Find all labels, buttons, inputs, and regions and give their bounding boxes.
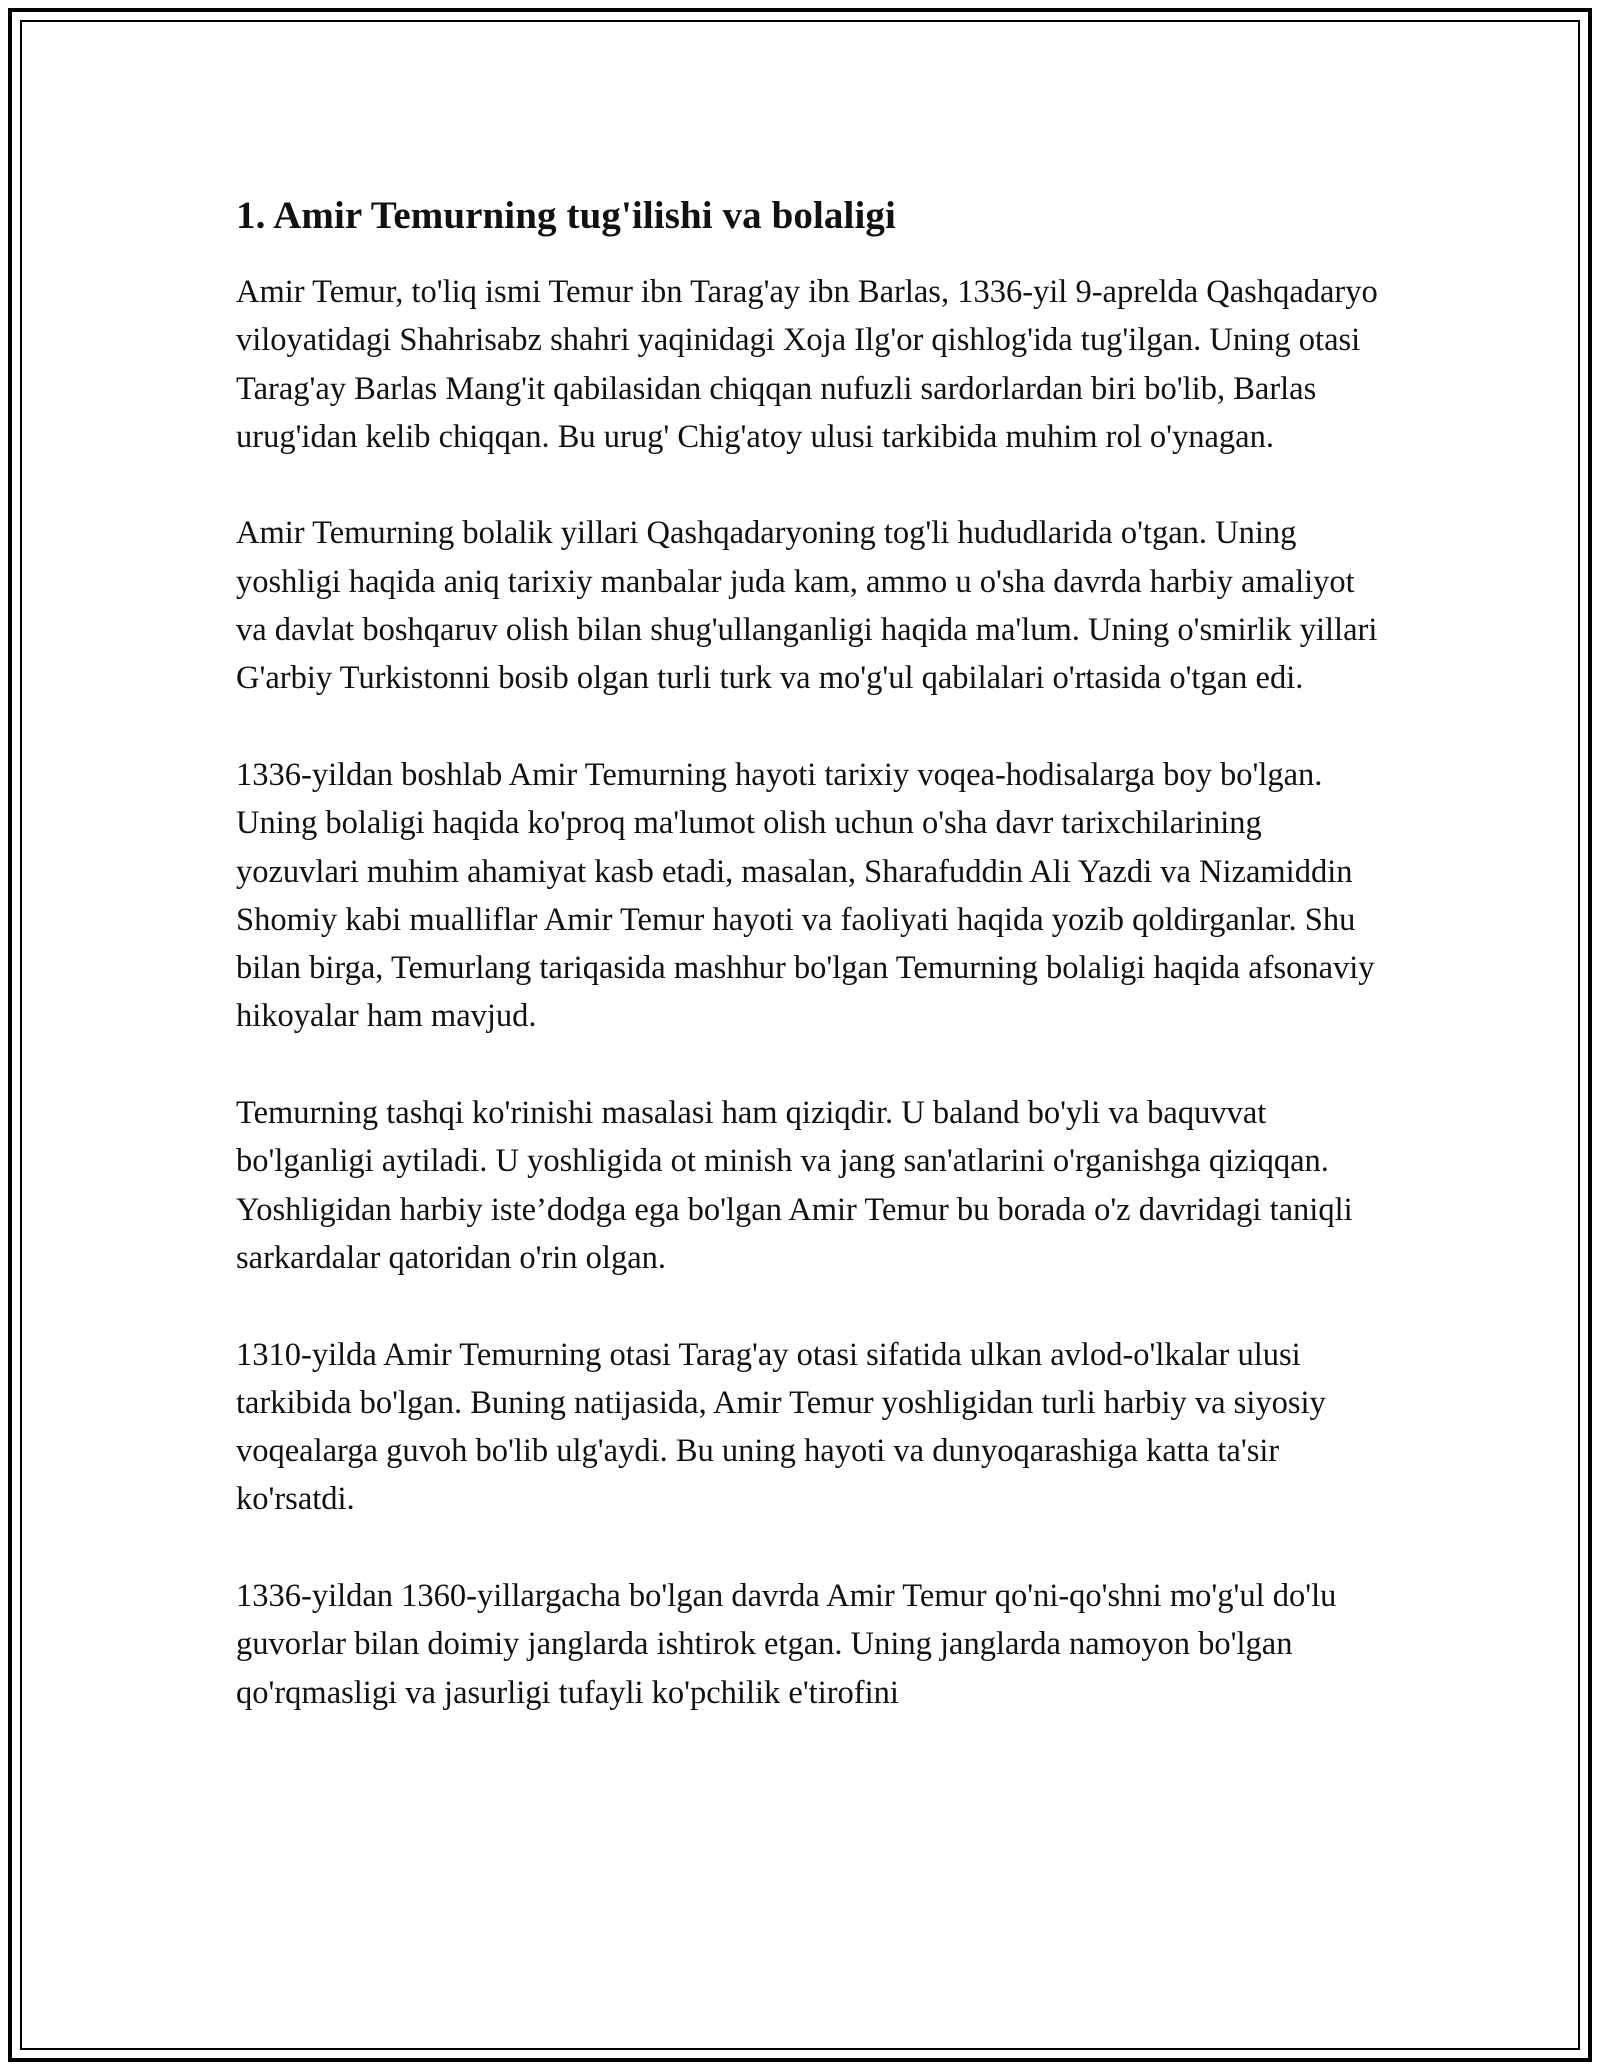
paragraph-5: 1310-yilda Amir Temurning otasi Tarag'ay otasi sifatida ulkan avlod-o'lkalar ulusi tarkibida bo'lgan. Buning natijasida, Amir Temur yoshligidan turli harbiy va siyosiy voqealarga guvoh bo'lib ulg'aydi. Bu uning hayoti va dunyoqarashiga katta ta'sir ko'rsatdi. — [236, 1336, 1326, 1518]
paragraph-3: 1336-yildan boshlab Amir Temurning hayoti tarixiy voqea-hodisalarga boy bo'lgan. Uning bolaligi haqida ko'proq ma'lumot olish uchun o'sha davr tarixchilarining yozuvlari muhim ahamiyat kasb etadi, masalan, Sharafuddin Ali Yazdi va Nizamiddin Shomiy kabi mualliflar Amir Temur hayoti va faoliyati haqida yozib qoldirganlar. Shu bilan birga, Temurlang tariqasida mashhur bo'lgan Temurning bolaligi haqida afsonaviy hikoyalar ham mavjud. — [236, 756, 1375, 1035]
document-body — [236, 186, 1386, 1765]
paragraph-1: Amir Temur, to'liq ismi Temur ibn Tarag'ay ibn Barlas, 1336-yil 9-aprelda Qashqadaryo viloyatidagi Shahrisabz shahri yaqinidagi Xoja Ilg'or qishlog'ida tug'ilgan. Uning otasi Tarag'ay Barlas Mang'it qabilasidan chiqqan nufuzli sardorlardan biri bo'lib, Barlas urug'idan kelib chiqqan. Bu urug' Chig'atoy ulusi tarkibida muhim rol o'ynagan. — [236, 274, 1378, 455]
paragraph-2: Amir Temurning bolalik yillari Qashqadaryoning tog'li hududlarida o'tgan. Uning yoshligi haqida aniq tarixiy manbalar juda kam, ammo u o'sha davrda harbiy amaliyot va davlat boshqaruv olish bilan shug'ullanganligi haqida ma'lum. Uning o'smirlik yillari G'arbiy Turkistonni bosib olgan turli turk va mo'g'ul qabilalari o'rtasida o'tgan edi. — [236, 515, 1378, 697]
section-heading: 1. Amir Temurning tug'ilishi va bolaligi — [236, 194, 896, 237]
paragraph-6: 1336-yildan 1360-yillargacha bo'lgan davrda Amir Temur qo'ni-qo'shni mo'g'ul do'lu guvorlar bilan doimiy janglarda ishtirok etgan. Uning janglarda namoyon bo'lgan qo'rqmasligi va jasurligi tufayli ko'pchilik e'tirofini — [236, 1578, 1337, 1711]
paragraph-4: Temurning tashqi ko'rinishi masalasi ham qiziqdir. U baland bo'yli va baquvvat bo'lganligi aytiladi. U yoshligida ot minish va jang san'atlarini o'rganishga qiziqqan. Yoshligidan harbiy iste’dodga ega bo'lgan Amir Temur bu borada o'z davridagi taniqli sarkardalar qatoridan o'rin olgan. — [236, 1095, 1353, 1276]
